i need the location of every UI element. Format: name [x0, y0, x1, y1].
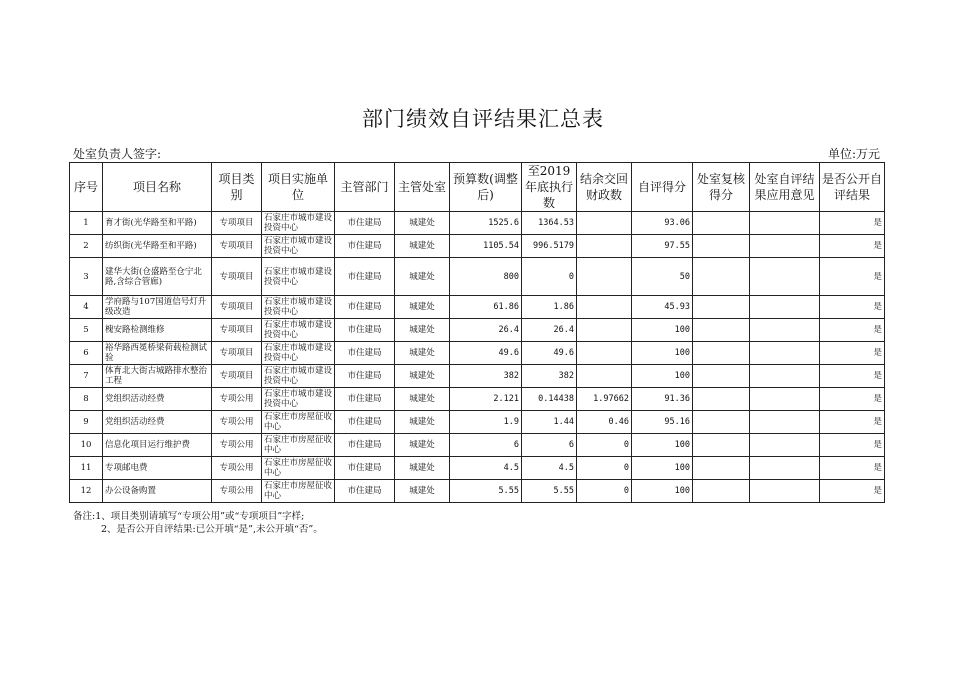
cell-public: 是	[820, 434, 885, 457]
cell-budget: 49.6	[450, 342, 522, 365]
cell-public: 是	[820, 457, 885, 480]
cell-score: 95.16	[632, 411, 693, 434]
cell-public: 是	[820, 411, 885, 434]
cell-seq: 3	[70, 258, 103, 296]
cell-budget: 6	[450, 434, 522, 457]
cell-dept: 市住建局	[335, 411, 395, 434]
cell-implementer: 石家庄市城市建设投资中心	[262, 258, 335, 296]
cell-name: 体育北大街古城路排水整治工程	[103, 365, 212, 388]
cell-score: 100	[632, 365, 693, 388]
cell-score: 45.93	[632, 296, 693, 319]
cell-executed: 1.44	[522, 411, 577, 434]
cell-implementer: 石家庄市房屋征收中心	[262, 434, 335, 457]
cell-opinion	[750, 342, 820, 365]
cell-category: 专项项目	[212, 296, 262, 319]
cell-executed: 0	[522, 258, 577, 296]
cell-executed: 4.5	[522, 457, 577, 480]
cell-opinion	[750, 411, 820, 434]
table-row	[70, 319, 885, 342]
cell-category: 专项项目	[212, 212, 262, 235]
cell-name: 办公设备购置	[103, 480, 212, 503]
cell-name: 裕华路西冕桥梁荷载检测试验	[103, 342, 212, 365]
cell-public: 是	[820, 480, 885, 503]
cell-name: 党组织活动经费	[103, 411, 212, 434]
cell-review-score	[693, 480, 750, 503]
cell-implementer: 石家庄市城市建设投资中心	[262, 319, 335, 342]
cell-public: 是	[820, 258, 885, 296]
cell-implementer: 石家庄市城市建设投资中心	[262, 212, 335, 235]
cell-seq: 8	[70, 388, 103, 411]
cell-name: 槐安路检测维修	[103, 319, 212, 342]
cell-implementer: 石家庄市城市建设投资中心	[262, 342, 335, 365]
cell-office: 城建处	[395, 342, 450, 365]
cell-budget: 26.4	[450, 319, 522, 342]
cell-public: 是	[820, 296, 885, 319]
cell-category: 专项项目	[212, 258, 262, 296]
cell-review-score	[693, 296, 750, 319]
cell-public: 是	[820, 319, 885, 342]
cell-dept: 市住建局	[335, 342, 395, 365]
cell-name: 纺织街(光华路至和平路)	[103, 235, 212, 258]
table-row	[70, 365, 885, 388]
cell-name: 学府路与107国道信号灯升级改造	[103, 296, 212, 319]
cell-review-score	[693, 319, 750, 342]
cell-budget: 5.55	[450, 480, 522, 503]
cell-score: 97.55	[632, 235, 693, 258]
cell-seq: 9	[70, 411, 103, 434]
cell-surplus: 1.97662	[577, 388, 632, 411]
cell-office: 城建处	[395, 258, 450, 296]
cell-implementer: 石家庄市房屋征收中心	[262, 457, 335, 480]
cell-budget: 1105.54	[450, 235, 522, 258]
header-row	[70, 163, 885, 212]
cell-budget: 2.121	[450, 388, 522, 411]
cell-seq: 12	[70, 480, 103, 503]
cell-name: 建华大街(仓盛路至仓宁北路,含综合管廊)	[103, 258, 212, 296]
cell-office: 城建处	[395, 319, 450, 342]
cell-review-score	[693, 388, 750, 411]
cell-seq: 2	[70, 235, 103, 258]
cell-implementer: 石家庄市城市建设投资中心	[262, 365, 335, 388]
cell-name: 育才街(光华路至和平路)	[103, 212, 212, 235]
header-dept: 主管部门	[335, 163, 395, 212]
cell-budget: 4.5	[450, 457, 522, 480]
cell-opinion	[750, 457, 820, 480]
cell-category: 专项项目	[212, 235, 262, 258]
cell-opinion	[750, 434, 820, 457]
cell-review-score	[693, 365, 750, 388]
cell-surplus	[577, 319, 632, 342]
cell-review-score	[693, 212, 750, 235]
cell-category: 专项项目	[212, 342, 262, 365]
cell-score: 100	[632, 434, 693, 457]
header-review-score: 处室复核得分	[693, 163, 750, 212]
cell-category: 专项公用	[212, 457, 262, 480]
cell-name: 党组织活动经费	[103, 388, 212, 411]
cell-executed: 996.5179	[522, 235, 577, 258]
header-implementer: 项目实施单位	[262, 163, 335, 212]
signer-label: 处室负责人签字:	[73, 147, 162, 161]
cell-opinion	[750, 319, 820, 342]
cell-category: 专项公用	[212, 388, 262, 411]
cell-surplus	[577, 258, 632, 296]
header-executed: 至2019年底执行数	[522, 163, 577, 212]
cell-category: 专项项目	[212, 365, 262, 388]
header-surplus: 结余交回财政数	[577, 163, 632, 212]
cell-dept: 市住建局	[335, 235, 395, 258]
results-table	[69, 162, 885, 503]
cell-score: 100	[632, 342, 693, 365]
cell-seq: 6	[70, 342, 103, 365]
cell-office: 城建处	[395, 388, 450, 411]
cell-review-score	[693, 434, 750, 457]
table-row	[70, 388, 885, 411]
cell-dept: 市住建局	[335, 296, 395, 319]
cell-office: 城建处	[395, 212, 450, 235]
cell-opinion	[750, 235, 820, 258]
header-name: 项目名称	[103, 163, 212, 212]
cell-seq: 7	[70, 365, 103, 388]
cell-public: 是	[820, 212, 885, 235]
cell-implementer: 石家庄市房屋征收中心	[262, 480, 335, 503]
cell-surplus	[577, 342, 632, 365]
cell-opinion	[750, 365, 820, 388]
header-opinion: 处室自评结果应用意见	[750, 163, 820, 212]
cell-name: 信息化项目运行维护费	[103, 434, 212, 457]
cell-dept: 市住建局	[335, 434, 395, 457]
note-1: 备注:1、项目类别请填写“专项公用”或“专项项目”字样;	[73, 511, 305, 522]
cell-review-score	[693, 411, 750, 434]
cell-executed: 1.86	[522, 296, 577, 319]
cell-dept: 市住建局	[335, 480, 395, 503]
cell-seq: 5	[70, 319, 103, 342]
cell-implementer: 石家庄市城市建设投资中心	[262, 296, 335, 319]
cell-dept: 市住建局	[335, 319, 395, 342]
header-office: 主管处室	[395, 163, 450, 212]
header-seq: 序号	[70, 163, 103, 212]
table-row	[70, 457, 885, 480]
header-budget: 预算数(调整后)	[450, 163, 522, 212]
cell-seq: 4	[70, 296, 103, 319]
cell-budget: 800	[450, 258, 522, 296]
cell-surplus	[577, 296, 632, 319]
cell-surplus	[577, 235, 632, 258]
cell-public: 是	[820, 342, 885, 365]
cell-executed: 49.6	[522, 342, 577, 365]
cell-budget: 61.86	[450, 296, 522, 319]
cell-budget: 1525.6	[450, 212, 522, 235]
header-category: 项目类别	[212, 163, 262, 212]
cell-score: 100	[632, 480, 693, 503]
cell-review-score	[693, 457, 750, 480]
cell-office: 城建处	[395, 457, 450, 480]
cell-dept: 市住建局	[335, 457, 395, 480]
table-row	[70, 235, 885, 258]
cell-category: 专项公用	[212, 480, 262, 503]
cell-executed: 382	[522, 365, 577, 388]
table-row	[70, 296, 885, 319]
cell-budget: 1.9	[450, 411, 522, 434]
cell-category: 专项项目	[212, 319, 262, 342]
note-2: 2、是否公开自评结果:已公开填“是”,未公开填“否”。	[101, 524, 323, 535]
cell-implementer: 石家庄市城市建设投资中心	[262, 388, 335, 411]
cell-office: 城建处	[395, 480, 450, 503]
cell-score: 100	[632, 457, 693, 480]
unit-label: 单位:万元	[827, 147, 880, 161]
cell-office: 城建处	[395, 365, 450, 388]
cell-surplus: 0	[577, 457, 632, 480]
table-row	[70, 480, 885, 503]
cell-executed: 1364.53	[522, 212, 577, 235]
cell-dept: 市住建局	[335, 365, 395, 388]
cell-review-score	[693, 235, 750, 258]
notes	[73, 510, 323, 536]
cell-score: 93.06	[632, 212, 693, 235]
cell-public: 是	[820, 235, 885, 258]
table-row	[70, 212, 885, 235]
cell-surplus: 0	[577, 480, 632, 503]
cell-opinion	[750, 296, 820, 319]
cell-opinion	[750, 480, 820, 503]
header-public: 是否公开自评结果	[820, 163, 885, 212]
cell-executed: 6	[522, 434, 577, 457]
cell-surplus	[577, 212, 632, 235]
cell-dept: 市住建局	[335, 258, 395, 296]
cell-category: 专项公用	[212, 434, 262, 457]
cell-category: 专项公用	[212, 411, 262, 434]
cell-opinion	[750, 388, 820, 411]
cell-name: 专项邮电费	[103, 457, 212, 480]
cell-surplus: 0	[577, 434, 632, 457]
cell-surplus: 0.46	[577, 411, 632, 434]
cell-public: 是	[820, 365, 885, 388]
cell-review-score	[693, 342, 750, 365]
cell-seq: 10	[70, 434, 103, 457]
cell-office: 城建处	[395, 296, 450, 319]
cell-score: 91.36	[632, 388, 693, 411]
table-row	[70, 411, 885, 434]
cell-seq: 1	[70, 212, 103, 235]
table-row	[70, 342, 885, 365]
cell-review-score	[693, 258, 750, 296]
cell-opinion	[750, 258, 820, 296]
header-score: 自评得分	[632, 163, 693, 212]
cell-implementer: 石家庄市房屋征收中心	[262, 411, 335, 434]
cell-public: 是	[820, 388, 885, 411]
cell-dept: 市住建局	[335, 212, 395, 235]
cell-executed: 26.4	[522, 319, 577, 342]
table-row	[70, 258, 885, 296]
cell-office: 城建处	[395, 411, 450, 434]
cell-office: 城建处	[395, 235, 450, 258]
cell-executed: 0.14438	[522, 388, 577, 411]
cell-opinion	[750, 212, 820, 235]
cell-executed: 5.55	[522, 480, 577, 503]
cell-budget: 382	[450, 365, 522, 388]
table-row	[70, 434, 885, 457]
cell-implementer: 石家庄市城市建设投资中心	[262, 235, 335, 258]
cell-surplus	[577, 365, 632, 388]
cell-score: 50	[632, 258, 693, 296]
page-title: 部门绩效自评结果汇总表	[362, 107, 604, 131]
cell-seq: 11	[70, 457, 103, 480]
cell-office: 城建处	[395, 434, 450, 457]
cell-dept: 市住建局	[335, 388, 395, 411]
cell-score: 100	[632, 319, 693, 342]
